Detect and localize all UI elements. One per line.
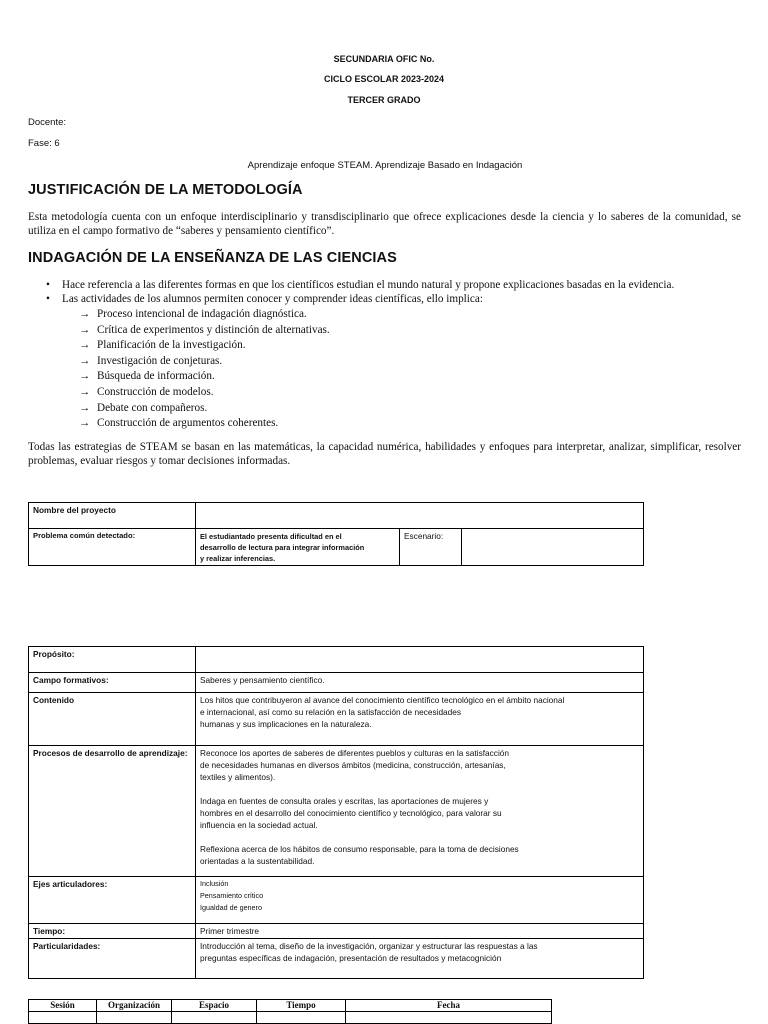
steam-paragraph: Todas las estrategias de STEAM se basan en las matemáticas, la capacidad numérica, habilidades y enfoques para interpretar, analizar, simplificar, resolver problemas, evaluar riesgos y tomar decisiones informadas. xyxy=(28,441,741,467)
time-label: Tiempo: xyxy=(29,924,196,939)
sub-list-item xyxy=(28,385,768,401)
field-label: Campo formativos: xyxy=(29,673,196,693)
axes-value: Inclusión Pensamiento crítico Igualdad de genero xyxy=(196,877,644,924)
sub-list-item xyxy=(28,307,768,323)
project-table xyxy=(28,502,644,566)
phase-label: Fase: 6 xyxy=(28,138,60,149)
arrow-right-icon: → xyxy=(79,339,91,352)
project-name-value xyxy=(196,503,644,529)
field-value: Saberes y pensamiento científico. xyxy=(196,673,644,693)
table-row xyxy=(29,673,644,693)
table-row xyxy=(29,924,644,939)
arrow-right-icon: → xyxy=(79,417,91,430)
organization-column-header: Organización xyxy=(97,1000,172,1012)
time-column-header: Tiempo xyxy=(257,1000,346,1012)
particularities-label: Particularidades: xyxy=(29,939,196,979)
sub-item-text: Planificación de la investigación. xyxy=(97,339,246,352)
table-cell xyxy=(97,1012,172,1024)
planning-table xyxy=(28,646,644,979)
bullet-icon: • xyxy=(46,279,50,291)
table-row xyxy=(29,529,644,566)
arrow-right-icon: → xyxy=(79,308,91,320)
purpose-label: Propósito: xyxy=(29,647,196,673)
sub-item-text: Crítica de experimentos y distinción de alternativas. xyxy=(97,323,330,336)
content-value: Los hitos que contribuyeron al avance del conocimiento científico tecnológico en el ámbito nacional e internacional, así como su relación en la satisfacción de necesidades humanas y sus implicaciones en la naturaleza. xyxy=(196,693,644,746)
sub-item-text: Construcción de argumentos coherentes. xyxy=(97,417,279,430)
project-name-label: Nombre del proyecto xyxy=(29,503,196,529)
justificacion-paragraph: Esta metodología cuenta con un enfoque interdisciplinario y transdisciplinario que ofrece explicaciones desde la ciencia y lo saberes de la comunidad, se utiliza en el campo formativo de “saberes y pensamiento científico”. xyxy=(28,211,741,237)
sub-list-item xyxy=(28,401,768,417)
table-row xyxy=(29,877,644,924)
problem-label: Problema común detectado: xyxy=(29,529,196,566)
time-value: Primer trimestre xyxy=(196,924,644,939)
bullet-text: Las actividades de los alumnos permiten conocer y comprender ideas científicas, ello implica: xyxy=(62,293,483,305)
date-column-header: Fecha xyxy=(346,1000,552,1012)
sub-item-text: Investigación de conjeturas. xyxy=(97,354,223,367)
school-grade: TERCER GRADO xyxy=(347,95,421,105)
process-paragraph: Indaga en fuentes de consulta orales y escritas, las aportaciones de mujeres y hombres en el desarrollo del conocimiento científico y tecnológico, para valorar su influencia en la sociedad actual. xyxy=(200,796,502,830)
bullet-text: Hace referencia a las diferentes formas en que los científicos estudian el mundo natural y propone explicaciones basadas en la evidencia. xyxy=(62,279,675,291)
table-cell xyxy=(346,1012,552,1024)
school-name: SECUNDARIA OFIC No. xyxy=(333,54,435,64)
table-cell xyxy=(257,1012,346,1024)
table-header-row xyxy=(29,1000,552,1012)
process-paragraph: Reflexiona acerca de los hábitos de consumo responsable, para la toma de decisiones orientadas a la sustentabilidad. xyxy=(200,844,519,866)
sub-list-item xyxy=(28,369,768,385)
table-row xyxy=(29,746,644,877)
arrow-right-icon: → xyxy=(79,323,91,336)
arrow-right-icon: → xyxy=(79,401,91,414)
purpose-value xyxy=(196,647,644,673)
particularities-value: Introducción al tema, diseño de la investigación, organizar y estructurar las respuestas a las preguntas específicas de indagación, presentación de resultados y metacognición xyxy=(196,939,644,979)
table-row xyxy=(29,647,644,673)
session-table xyxy=(28,999,552,1024)
process-label: Procesos de desarrollo de aprendizaje: xyxy=(29,746,196,877)
table-cell xyxy=(29,1012,97,1024)
scenario-value xyxy=(462,529,644,566)
problem-value: El estudiantado presenta dificultad en el desarrollo de lectura para integrar información y realizar inferencias. xyxy=(196,529,400,566)
section-title-indagacion: INDAGACIÓN DE LA ENSEÑANZA DE LAS CIENCIAS xyxy=(28,250,397,266)
school-cycle: CICLO ESCOLAR 2023-2024 xyxy=(323,74,445,84)
arrow-right-icon: → xyxy=(79,370,91,383)
sub-item-text: Debate con compañeros. xyxy=(97,401,208,414)
table-row xyxy=(29,1012,552,1024)
table-row xyxy=(29,939,644,979)
section-title-justificacion: JUSTIFICACIÓN DE LA METODOLOGÍA xyxy=(28,182,303,198)
arrow-right-icon: → xyxy=(79,385,91,398)
process-value xyxy=(196,746,644,877)
bullet-icon: • xyxy=(46,293,50,305)
approach-subtitle: Aprendizaje enfoque STEAM. Aprendizaje Basado en Indagación xyxy=(247,160,523,171)
sub-list-item xyxy=(28,338,768,354)
scenario-label: Escenario: xyxy=(400,529,462,566)
list-item xyxy=(28,292,768,306)
table-cell xyxy=(172,1012,257,1024)
indagacion-list xyxy=(28,278,768,432)
list-item xyxy=(28,278,768,292)
process-paragraph: Reconoce los aportes de saberes de diferentes pueblos y culturas en la satisfacción de necesidades humanas en diversos ámbitos (medicina, construcción, artesanías, textiles y alimentos). xyxy=(200,748,510,782)
sub-item-text: Proceso intencional de indagación diagnóstica. xyxy=(97,308,307,320)
content-label: Contenido xyxy=(29,693,196,746)
table-row xyxy=(29,693,644,746)
sub-list-item xyxy=(28,323,768,339)
table-row xyxy=(29,503,644,529)
sub-item-text: Búsqueda de información. xyxy=(97,370,215,383)
teacher-label: Docente: xyxy=(28,117,67,128)
sub-list-item xyxy=(28,354,768,370)
axes-label: Ejes articuladores: xyxy=(29,877,196,924)
sub-list-item xyxy=(28,416,768,432)
session-column-header: Sesión xyxy=(29,1000,97,1012)
sub-item-text: Construcción de modelos. xyxy=(97,385,214,398)
arrow-right-icon: → xyxy=(79,354,91,367)
space-column-header: Espacio xyxy=(172,1000,257,1012)
